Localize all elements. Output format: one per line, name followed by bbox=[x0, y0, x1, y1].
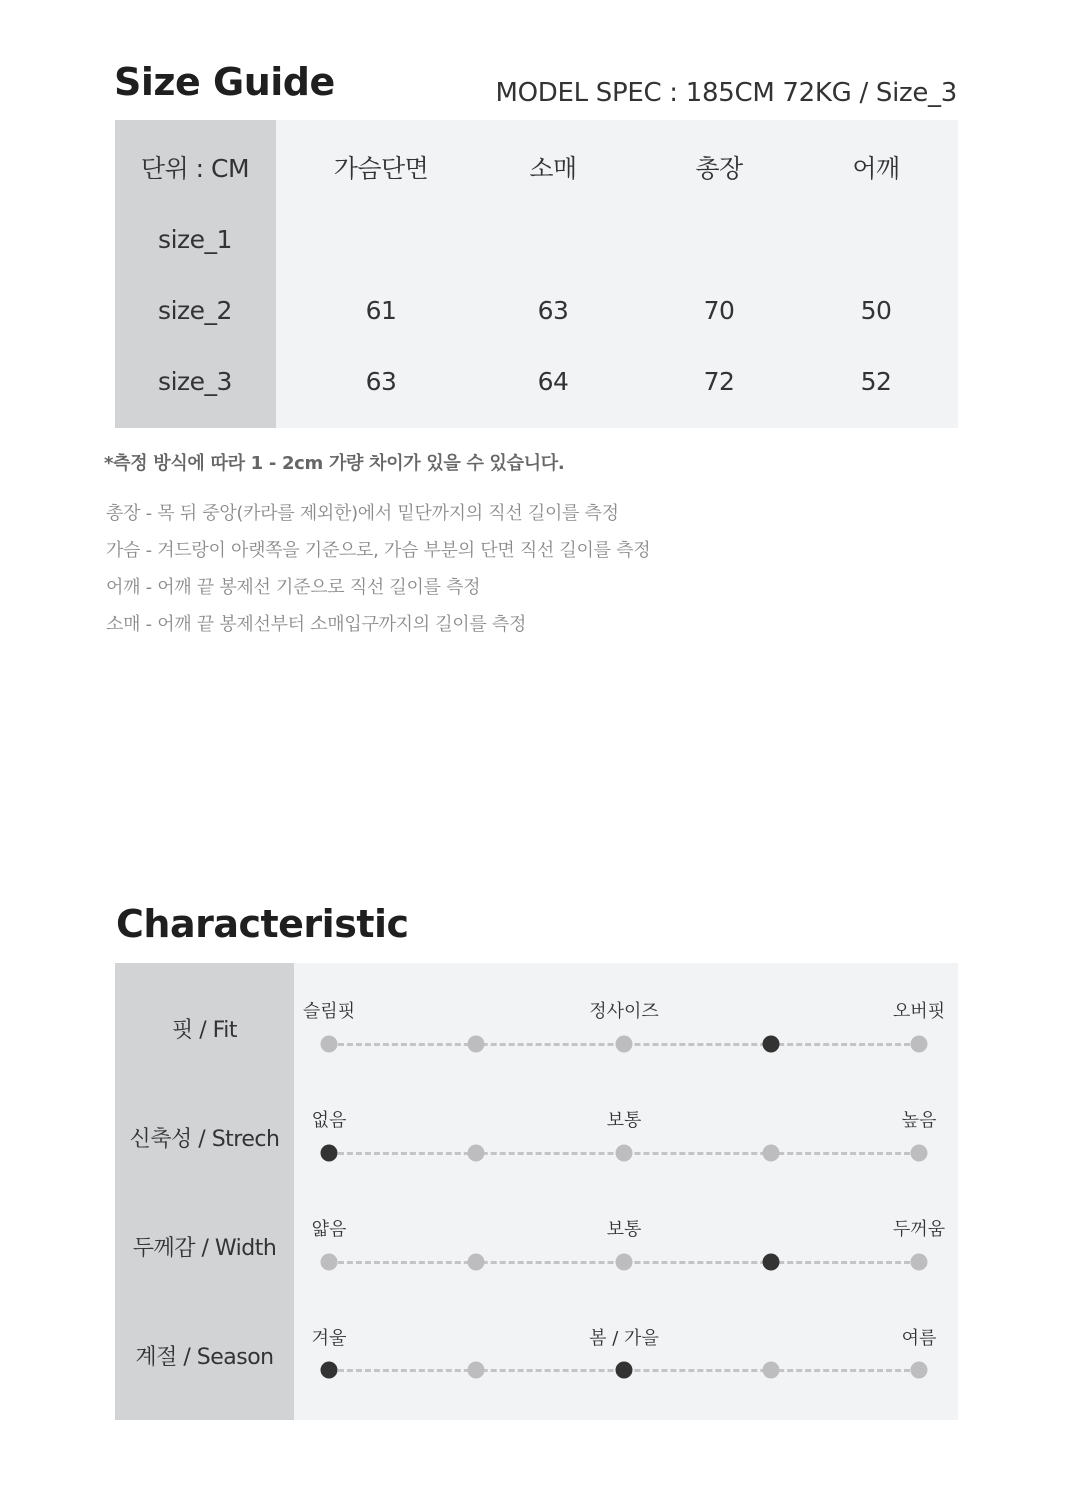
model-spec: MODEL SPEC : 185CM 72KG / Size_3 bbox=[495, 78, 957, 108]
size-guide-title: Size Guide bbox=[114, 60, 335, 104]
measurement-shoulder: 어깨 - 어깨 끝 봉제선 기준으로 직선 길이를 측정 bbox=[106, 577, 481, 598]
scale-left-label: 없음 bbox=[311, 1110, 347, 1131]
row-label-size-2: size_2 bbox=[158, 296, 232, 325]
scale-dot bbox=[763, 1362, 780, 1379]
scale-right-label: 여름 bbox=[901, 1328, 937, 1349]
characteristic-title: Characteristic bbox=[116, 902, 409, 946]
scale-dot-selected bbox=[616, 1362, 633, 1379]
row-label-stretch: 신축성 / Strech bbox=[129, 1127, 280, 1152]
scale-dot bbox=[468, 1362, 485, 1379]
scale-left-label: 겨울 bbox=[311, 1328, 347, 1349]
row-label-size-3: size_3 bbox=[158, 367, 232, 396]
column-header-shoulder: 어깨 bbox=[852, 154, 900, 183]
measurement-chest: 가슴 - 겨드랑이 아랫쪽을 기준으로, 가슴 부분의 단면 직선 길이를 측정 bbox=[106, 540, 651, 561]
measurement-note: *측정 방식에 따라 1 - 2cm 가량 차이가 있을 수 있습니다. bbox=[104, 453, 565, 474]
table-cell: 61 bbox=[365, 296, 397, 325]
scale-dot bbox=[911, 1254, 928, 1271]
scale-dot-selected bbox=[321, 1362, 338, 1379]
scale-left-label: 얇음 bbox=[311, 1219, 347, 1240]
scale-middle-label: 정사이즈 bbox=[589, 1001, 659, 1022]
scale-right-label: 높음 bbox=[901, 1110, 937, 1131]
scale-dot bbox=[616, 1254, 633, 1271]
scale-dot bbox=[468, 1036, 485, 1053]
table-cell: 64 bbox=[537, 367, 569, 396]
table-cell: 72 bbox=[703, 367, 735, 396]
scale-dot bbox=[468, 1254, 485, 1271]
table-cell: 52 bbox=[860, 367, 892, 396]
scale-dot bbox=[616, 1036, 633, 1053]
scale-dot bbox=[911, 1036, 928, 1053]
row-label-season: 계절 / Season bbox=[135, 1345, 274, 1370]
scale-dot-selected bbox=[763, 1254, 780, 1271]
scale-middle-label: 보통 bbox=[606, 1219, 642, 1240]
column-header-chest: 가슴단면 bbox=[333, 154, 429, 183]
column-header-length: 총장 bbox=[695, 154, 743, 183]
size-table bbox=[115, 120, 958, 428]
scale-dot bbox=[616, 1145, 633, 1162]
column-header-sleeve: 소매 bbox=[529, 154, 577, 183]
scale-dot bbox=[911, 1362, 928, 1379]
unit-header: 단위 : CM bbox=[140, 154, 250, 183]
scale-right-label: 두꺼움 bbox=[892, 1219, 946, 1240]
scale-middle-label: 봄 / 가을 bbox=[589, 1328, 659, 1349]
scale-left-label: 슬림핏 bbox=[302, 1001, 356, 1022]
row-label-width: 두께감 / Width bbox=[132, 1236, 277, 1261]
scale-dot-selected bbox=[321, 1145, 338, 1162]
scale-dot bbox=[321, 1254, 338, 1271]
scale-dot bbox=[911, 1145, 928, 1162]
scale-dot bbox=[468, 1145, 485, 1162]
scale-dot-selected bbox=[763, 1036, 780, 1053]
scale-middle-label: 보통 bbox=[606, 1110, 642, 1131]
row-label-size-1: size_1 bbox=[158, 225, 232, 254]
table-cell: 63 bbox=[537, 296, 569, 325]
table-cell: 70 bbox=[703, 296, 735, 325]
measurement-sleeve: 소매 - 어깨 끝 봉제선부터 소매입구까지의 길이를 측정 bbox=[106, 614, 527, 635]
table-cell: 50 bbox=[860, 296, 892, 325]
scale-dot bbox=[763, 1145, 780, 1162]
measurement-length: 총장 - 목 뒤 중앙(카라를 제외한)에서 밑단까지의 직선 길이를 측정 bbox=[106, 503, 619, 524]
scale-right-label: 오버핏 bbox=[892, 1001, 946, 1022]
scale-dot bbox=[321, 1036, 338, 1053]
row-label-fit: 핏 / Fit bbox=[172, 1018, 237, 1043]
table-cell: 63 bbox=[365, 367, 397, 396]
characteristic-table bbox=[115, 963, 958, 1420]
